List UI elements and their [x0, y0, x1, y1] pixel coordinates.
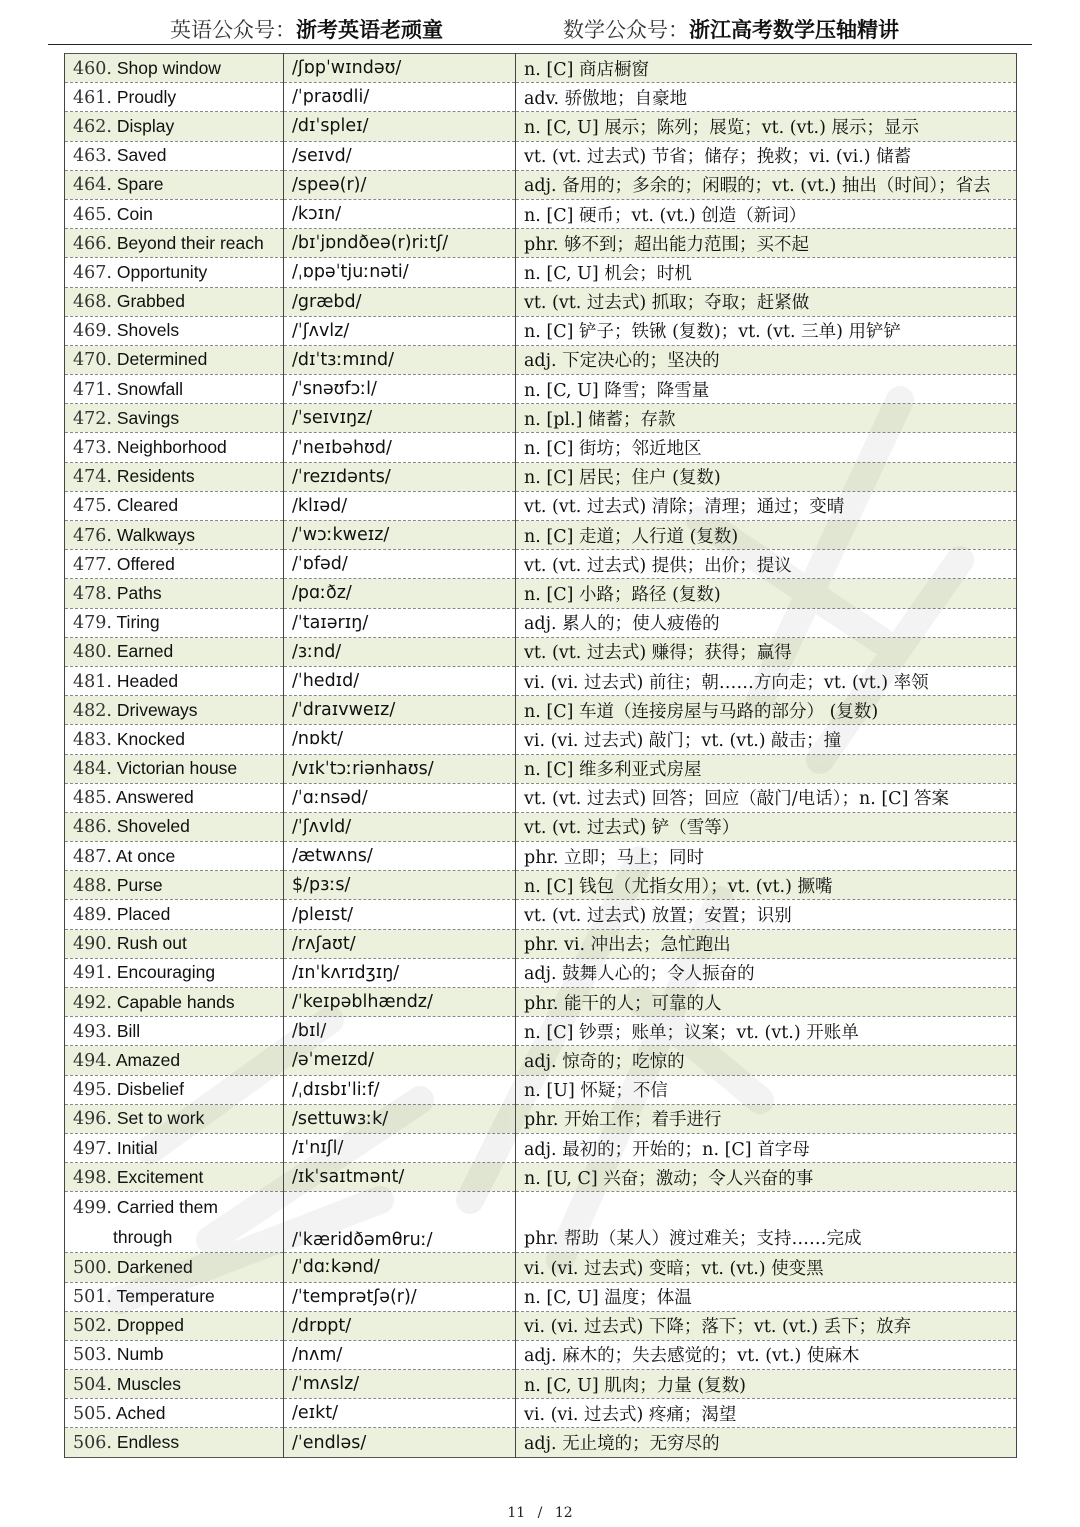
table-row — [65, 929, 1017, 958]
entry-word: Carried them — [116, 1196, 218, 1217]
entry-number: 490. — [73, 934, 112, 955]
entry-number: 468. — [73, 292, 112, 313]
entry-number: 487. — [73, 846, 112, 867]
entry-word: Spare — [116, 174, 164, 195]
phonetic-cell: /ˈdraɪvweɪz/ — [284, 696, 516, 725]
entry-word: Tiring — [116, 612, 160, 633]
definition-cell: n. [C] 小路；路径 (复数) — [516, 579, 1017, 608]
word-cell — [65, 1104, 284, 1133]
page-number: 11 — [507, 1505, 526, 1521]
phonetic-cell: /vɪkˈtɔːriənhaʊs/ — [284, 754, 516, 783]
word-cell — [65, 199, 284, 228]
entry-number: 476. — [73, 525, 112, 546]
definition-cell: adj. 下定决心的；坚决的 — [516, 345, 1017, 374]
entry-word: Purse — [116, 874, 163, 895]
definition-cell: adj. 惊奇的；吃惊的 — [516, 1046, 1017, 1075]
entry-word: Neighborhood — [116, 437, 227, 458]
entry-word: Determined — [116, 349, 208, 370]
definition-cell: phr. 开始工作；着手进行 — [516, 1104, 1017, 1133]
phonetic-cell: /ˈkæridðəmθruː/ — [284, 1192, 516, 1253]
phonetic-cell: /ˈmʌslz/ — [284, 1370, 516, 1399]
entry-number: 506. — [73, 1433, 112, 1454]
word-cell — [65, 433, 284, 462]
entry-word: Dropped — [116, 1315, 184, 1336]
entry-number: 475. — [73, 496, 112, 517]
phonetic-cell: /pɑːðz/ — [284, 579, 516, 608]
definition-cell: n. [C] 维多利亚式房屋 — [516, 754, 1017, 783]
entry-number: 504. — [73, 1374, 112, 1395]
word-cell — [65, 666, 284, 695]
entry-word: Temperature — [116, 1286, 215, 1307]
definition-cell: vi. (vi. 过去式) 前往；朝……方向走；vt. (vt.) 率领 — [516, 666, 1017, 695]
word-cell — [65, 170, 284, 199]
entry-number: 499. — [73, 1197, 112, 1218]
phonetic-cell: /ɪkˈsaɪtmənt/ — [284, 1163, 516, 1192]
english-account-label: 英语公众号：浙考英语老顽童 — [170, 17, 443, 42]
entry-word: Placed — [116, 904, 171, 925]
definition-cell: adj. 鼓舞人心的；令人振奋的 — [516, 958, 1017, 987]
entry-word: Proudly — [116, 86, 177, 107]
phonetic-cell: /ˈʃʌvld/ — [284, 812, 516, 841]
definition-cell: n. [C, U] 机会；时机 — [516, 258, 1017, 287]
table-row — [65, 988, 1017, 1017]
definition-cell: n. [C] 车道（连接房屋与马路的部分） (复数) — [516, 696, 1017, 725]
phonetic-cell: /bɪl/ — [284, 1017, 516, 1046]
table-row — [65, 1370, 1017, 1399]
header-divider — [48, 44, 1032, 45]
entry-number: 493. — [73, 1021, 112, 1042]
definition-cell: n. [C] 街坊；邻近地区 — [516, 433, 1017, 462]
table-row — [65, 608, 1017, 637]
definition-cell: adj. 累人的；使人疲倦的 — [516, 608, 1017, 637]
definition-cell: phr. 够不到；超出能力范围；买不起 — [516, 229, 1017, 258]
entry-word: Coin — [116, 203, 153, 224]
definition-cell: vt. (vt. 过去式) 赚得；获得；赢得 — [516, 637, 1017, 666]
entry-word: Bill — [116, 1020, 141, 1041]
word-cell — [65, 754, 284, 783]
word-cell — [65, 929, 284, 958]
definition-cell: n. [C] 钱包（尤指女用）；vt. (vt.) 撅嘴 — [516, 871, 1017, 900]
phonetic-cell: /seɪvd/ — [284, 141, 516, 170]
phonetic-cell: /ˈpraʊdli/ — [284, 83, 516, 112]
entry-word-continued: through — [113, 1226, 173, 1247]
table-row — [65, 287, 1017, 316]
entry-number: 460. — [73, 58, 112, 79]
entry-number: 474. — [73, 467, 112, 488]
definition-cell: phr. 能干的人；可靠的人 — [516, 988, 1017, 1017]
table-row — [65, 1311, 1017, 1340]
definition-cell: adj. 无止境的；无穷尽的 — [516, 1428, 1017, 1457]
entry-word: Muscles — [116, 1373, 182, 1394]
entry-number: 483. — [73, 729, 112, 750]
word-cell — [65, 1017, 284, 1046]
word-cell — [65, 491, 284, 520]
entry-word: Offered — [116, 553, 175, 574]
phonetic-cell: /ɪˈnɪʃl/ — [284, 1133, 516, 1162]
entry-word: Residents — [116, 466, 195, 487]
entry-word: Earned — [116, 641, 174, 662]
entry-word: Shovels — [116, 320, 180, 341]
table-row — [65, 871, 1017, 900]
definition-cell: n. [U] 怀疑；不信 — [516, 1075, 1017, 1104]
word-cell — [65, 141, 284, 170]
table-row — [65, 433, 1017, 462]
table-row — [65, 1282, 1017, 1311]
word-cell — [65, 404, 284, 433]
definition-cell: vt. (vt. 过去式) 清除；清理；通过；变晴 — [516, 491, 1017, 520]
entry-number: 473. — [73, 438, 112, 459]
math-account-label: 数学公众号：浙江高考数学压轴精讲 — [563, 17, 899, 42]
table-row — [65, 1104, 1017, 1133]
phonetic-cell: /ætwʌns/ — [284, 842, 516, 871]
entry-word: Darkened — [116, 1256, 193, 1277]
phonetic-cell: /dɪˈspleɪ/ — [284, 112, 516, 141]
word-cell — [65, 316, 284, 345]
table-row — [65, 462, 1017, 491]
table-row — [65, 112, 1017, 141]
word-cell — [65, 812, 284, 841]
table-row — [65, 754, 1017, 783]
entry-number: 482. — [73, 700, 112, 721]
definition-cell: vt. (vt. 过去式) 放置；安置；识别 — [516, 900, 1017, 929]
table-row — [65, 521, 1017, 550]
definition-cell: n. [C] 居民；住户 (复数) — [516, 462, 1017, 491]
word-cell — [65, 1311, 284, 1340]
word-cell — [65, 229, 284, 258]
phonetic-cell: /ˈrezɪdənts/ — [284, 462, 516, 491]
entry-word: Cleared — [116, 495, 179, 516]
table-row — [65, 375, 1017, 404]
definition-cell: adv. 骄傲地；自豪地 — [516, 83, 1017, 112]
word-cell — [65, 1133, 284, 1162]
word-cell — [65, 696, 284, 725]
phonetic-cell: /ˈtaɪərɪŋ/ — [284, 608, 516, 637]
definition-cell: vi. (vi. 过去式) 敲门；vt. (vt.) 敲击；撞 — [516, 725, 1017, 754]
entry-number: 498. — [73, 1167, 112, 1188]
entry-number: 495. — [73, 1080, 112, 1101]
phonetic-cell: /ɜːnd/ — [284, 637, 516, 666]
entry-word: Numb — [116, 1344, 164, 1365]
entry-number: 491. — [73, 963, 112, 984]
phonetic-cell: /speə(r)/ — [284, 170, 516, 199]
entry-word: Answered — [115, 787, 194, 808]
entry-word: At once — [115, 845, 176, 866]
phonetic-cell: /ˈwɔːkweɪz/ — [284, 521, 516, 550]
definition-cell: n. [C, U] 展示；陈列；展览；vt. (vt.) 展示；显示 — [516, 112, 1017, 141]
entry-number: 480. — [73, 642, 112, 663]
word-cell — [65, 1428, 284, 1457]
entry-number: 488. — [73, 875, 112, 896]
definition-cell: n. [C] 铲子；铁锹 (复数)；vt. (vt. 三单) 用铲铲 — [516, 316, 1017, 345]
definition-cell: vt. (vt. 过去式) 回答；回应（敲门/电话）；n. [C] 答案 — [516, 783, 1017, 812]
phonetic-cell: /ˈsnəʊfɔːl/ — [284, 375, 516, 404]
entry-word: Endless — [116, 1432, 180, 1453]
definition-cell: phr. 立即；马上；同时 — [516, 842, 1017, 871]
phonetic-cell: /ˈneɪbəhʊd/ — [284, 433, 516, 462]
word-cell — [65, 54, 284, 83]
word-cell — [65, 112, 284, 141]
page-separator: / — [537, 1505, 543, 1521]
phonetic-cell: /rʌʃaʊt/ — [284, 929, 516, 958]
table-row — [65, 1192, 1017, 1253]
phonetic-cell: /ˈdɑːkənd/ — [284, 1253, 516, 1282]
entry-number: 503. — [73, 1345, 112, 1366]
definition-cell: adj. 备用的；多余的；闲暇的；vt. (vt.) 抽出（时间）；省去 — [516, 170, 1017, 199]
entry-number: 472. — [73, 408, 112, 429]
phonetic-cell: /əˈmeɪzd/ — [284, 1046, 516, 1075]
entry-number: 464. — [73, 175, 112, 196]
entry-word: Initial — [116, 1137, 158, 1158]
table-row — [65, 958, 1017, 987]
entry-word: Rush out — [116, 933, 187, 954]
definition-cell: vt. (vt. 过去式) 提供；出价；提议 — [516, 550, 1017, 579]
table-row — [65, 491, 1017, 520]
definition-cell: phr. 帮助（某人）渡过难关；支持……完成 — [516, 1192, 1017, 1253]
definition-cell: n. [C] 商店橱窗 — [516, 54, 1017, 83]
entry-word: Capable hands — [116, 991, 235, 1012]
phonetic-cell: /settuwɜːk/ — [284, 1104, 516, 1133]
phonetic-cell: /dɪˈtɜːmɪnd/ — [284, 345, 516, 374]
table-row — [65, 900, 1017, 929]
entry-word: Shoveled — [116, 816, 190, 837]
phonetic-cell: /kɔɪn/ — [284, 199, 516, 228]
phonetic-cell: /ʃɒpˈwɪndəʊ/ — [284, 54, 516, 83]
table-row — [65, 579, 1017, 608]
table-row — [65, 842, 1017, 871]
entry-number: 496. — [73, 1109, 112, 1130]
table-row — [65, 345, 1017, 374]
vocabulary-table — [64, 53, 1017, 1458]
entry-number: 489. — [73, 905, 112, 926]
entry-number: 465. — [73, 204, 112, 225]
word-cell — [65, 842, 284, 871]
entry-word: Display — [116, 115, 175, 136]
table-row — [65, 1340, 1017, 1369]
definition-cell: vt. (vt. 过去式) 铲（雪等） — [516, 812, 1017, 841]
entry-word: Grabbed — [116, 291, 185, 312]
entry-word: Amazed — [115, 1049, 181, 1070]
entry-number: 500. — [73, 1257, 112, 1278]
word-cell — [65, 550, 284, 579]
definition-cell: n. [C, U] 降雪；降雪量 — [516, 375, 1017, 404]
table-row — [65, 258, 1017, 287]
definition-cell: n. [C, U] 肌肉；力量 (复数) — [516, 1370, 1017, 1399]
entry-number: 463. — [73, 146, 112, 167]
phonetic-cell: /ˈʃʌvlz/ — [284, 316, 516, 345]
entry-word: Encouraging — [116, 962, 216, 983]
word-cell — [65, 1253, 284, 1282]
entry-word: Set to work — [116, 1108, 205, 1129]
table-row — [65, 199, 1017, 228]
page-header — [0, 10, 1080, 44]
table-row — [65, 54, 1017, 83]
phonetic-cell: /ˌɒpəˈtjuːnəti/ — [284, 258, 516, 287]
phonetic-cell: $/pɜːs/ — [284, 871, 516, 900]
table-row — [65, 725, 1017, 754]
page-footer — [0, 1505, 1080, 1521]
table-row — [65, 141, 1017, 170]
entry-number: 486. — [73, 817, 112, 838]
entry-number: 477. — [73, 554, 112, 575]
phonetic-cell: /pleɪst/ — [284, 900, 516, 929]
table-row — [65, 229, 1017, 258]
entry-word: Victorian house — [116, 758, 238, 779]
phonetic-cell: /ˈɑːnsəd/ — [284, 783, 516, 812]
definition-cell: phr. vi. 冲出去；急忙跑出 — [516, 929, 1017, 958]
entry-number: 479. — [73, 613, 112, 634]
word-cell — [65, 258, 284, 287]
definition-cell: adj. 最初的；开始的；n. [C] 首字母 — [516, 1133, 1017, 1162]
entry-number: 462. — [73, 116, 112, 137]
definition-cell: vi. (vi. 过去式) 疼痛；渴望 — [516, 1399, 1017, 1428]
table-row — [65, 812, 1017, 841]
word-cell — [65, 958, 284, 987]
table-row — [65, 1428, 1017, 1457]
entry-number: 492. — [73, 992, 112, 1013]
word-cell — [65, 287, 284, 316]
phonetic-cell: /ˈɒfəd/ — [284, 550, 516, 579]
entry-word: Knocked — [116, 728, 185, 749]
entry-word: Snowfall — [116, 378, 183, 399]
word-cell — [65, 375, 284, 404]
table-row — [65, 83, 1017, 112]
phonetic-cell: /nʌm/ — [284, 1340, 516, 1369]
word-cell — [65, 462, 284, 491]
word-cell — [65, 725, 284, 754]
definition-cell: n. [C] 钞票；账单；议案；vt. (vt.) 开账单 — [516, 1017, 1017, 1046]
entry-number: 461. — [73, 87, 112, 108]
phonetic-cell: /ˌdɪsbɪˈliːf/ — [284, 1075, 516, 1104]
table-row — [65, 1075, 1017, 1104]
word-cell — [65, 608, 284, 637]
definition-cell: n. [C] 硬币；vt. (vt.) 创造（新词） — [516, 199, 1017, 228]
entry-number: 466. — [73, 233, 112, 254]
phonetic-cell: /græbd/ — [284, 287, 516, 316]
table-row — [65, 696, 1017, 725]
page-total: 12 — [554, 1505, 573, 1521]
table-row — [65, 783, 1017, 812]
entry-word: Beyond their reach — [116, 232, 264, 253]
table-row — [65, 1163, 1017, 1192]
definition-cell: n. [C, U] 温度；体温 — [516, 1282, 1017, 1311]
phonetic-cell: /ˈkeɪpəblhændz/ — [284, 988, 516, 1017]
word-cell — [65, 637, 284, 666]
definition-cell: adj. 麻木的；失去感觉的；vt. (vt.) 使麻木 — [516, 1340, 1017, 1369]
word-cell — [65, 1163, 284, 1192]
entry-word: Ached — [115, 1402, 166, 1423]
entry-number: 467. — [73, 262, 112, 283]
table-row — [65, 1017, 1017, 1046]
table-row — [65, 666, 1017, 695]
definition-cell: n. [pl.] 储蓄；存款 — [516, 404, 1017, 433]
word-cell — [65, 83, 284, 112]
phonetic-cell: /ˈhedɪd/ — [284, 666, 516, 695]
phonetic-cell: /ɪnˈkʌrɪdʒɪŋ/ — [284, 958, 516, 987]
entry-word: Shop window — [116, 57, 221, 78]
table-row — [65, 316, 1017, 345]
table-row — [65, 1253, 1017, 1282]
entry-number: 478. — [73, 583, 112, 604]
table-row — [65, 170, 1017, 199]
entry-word: Savings — [116, 407, 180, 428]
table-row — [65, 404, 1017, 433]
entry-number: 494. — [73, 1050, 112, 1071]
entry-number: 485. — [73, 788, 112, 809]
entry-number: 471. — [73, 379, 112, 400]
word-cell — [65, 521, 284, 550]
entry-word: Headed — [116, 670, 179, 691]
entry-word: Paths — [116, 582, 162, 603]
word-cell — [65, 1282, 284, 1311]
entry-word: Driveways — [116, 699, 198, 720]
phonetic-cell: /bɪˈjɒndðeə(r)riːtʃ/ — [284, 229, 516, 258]
table-row — [65, 1399, 1017, 1428]
phonetic-cell: /ˈseɪvɪŋz/ — [284, 404, 516, 433]
phonetic-cell: /klɪəd/ — [284, 491, 516, 520]
entry-number: 502. — [73, 1316, 112, 1337]
word-cell — [65, 1192, 284, 1253]
table-row — [65, 1046, 1017, 1075]
word-cell — [65, 1075, 284, 1104]
definition-cell: vt. (vt. 过去式) 抓取；夺取；赶紧做 — [516, 287, 1017, 316]
word-cell — [65, 1370, 284, 1399]
definition-cell: n. [C] 走道；人行道 (复数) — [516, 521, 1017, 550]
phonetic-cell: /nɒkt/ — [284, 725, 516, 754]
definition-cell: vi. (vi. 过去式) 变暗；vt. (vt.) 使变黑 — [516, 1253, 1017, 1282]
entry-word: Disbelief — [116, 1079, 184, 1100]
entry-word: Walkways — [116, 524, 195, 545]
word-cell — [65, 871, 284, 900]
entry-number: 469. — [73, 321, 112, 342]
entry-number: 497. — [73, 1138, 112, 1159]
table-row — [65, 550, 1017, 579]
word-cell — [65, 345, 284, 374]
phonetic-cell: /eɪkt/ — [284, 1399, 516, 1428]
definition-cell: vi. (vi. 过去式) 下降；落下；vt. (vt.) 丢下；放弃 — [516, 1311, 1017, 1340]
phonetic-cell: /ˈtemprətʃə(r)/ — [284, 1282, 516, 1311]
table-row — [65, 637, 1017, 666]
word-cell — [65, 1399, 284, 1428]
word-cell — [65, 1340, 284, 1369]
entry-word: Opportunity — [116, 261, 208, 282]
word-cell — [65, 783, 284, 812]
entry-number: 484. — [73, 759, 112, 780]
entry-word: Saved — [116, 145, 167, 166]
phonetic-cell: /drɒpt/ — [284, 1311, 516, 1340]
definition-cell: n. [U, C] 兴奋；激动；令人兴奋的事 — [516, 1163, 1017, 1192]
entry-number: 501. — [73, 1287, 112, 1308]
entry-number: 505. — [73, 1403, 112, 1424]
entry-word: Excitement — [116, 1166, 204, 1187]
word-cell — [65, 900, 284, 929]
definition-cell: vt. (vt. 过去式) 节省；储存；挽救；vi. (vi.) 储蓄 — [516, 141, 1017, 170]
word-cell — [65, 1046, 284, 1075]
word-cell — [65, 579, 284, 608]
word-cell — [65, 988, 284, 1017]
entry-number: 481. — [73, 671, 112, 692]
table-row — [65, 1133, 1017, 1162]
phonetic-cell: /ˈendləs/ — [284, 1428, 516, 1457]
entry-number: 470. — [73, 350, 112, 371]
